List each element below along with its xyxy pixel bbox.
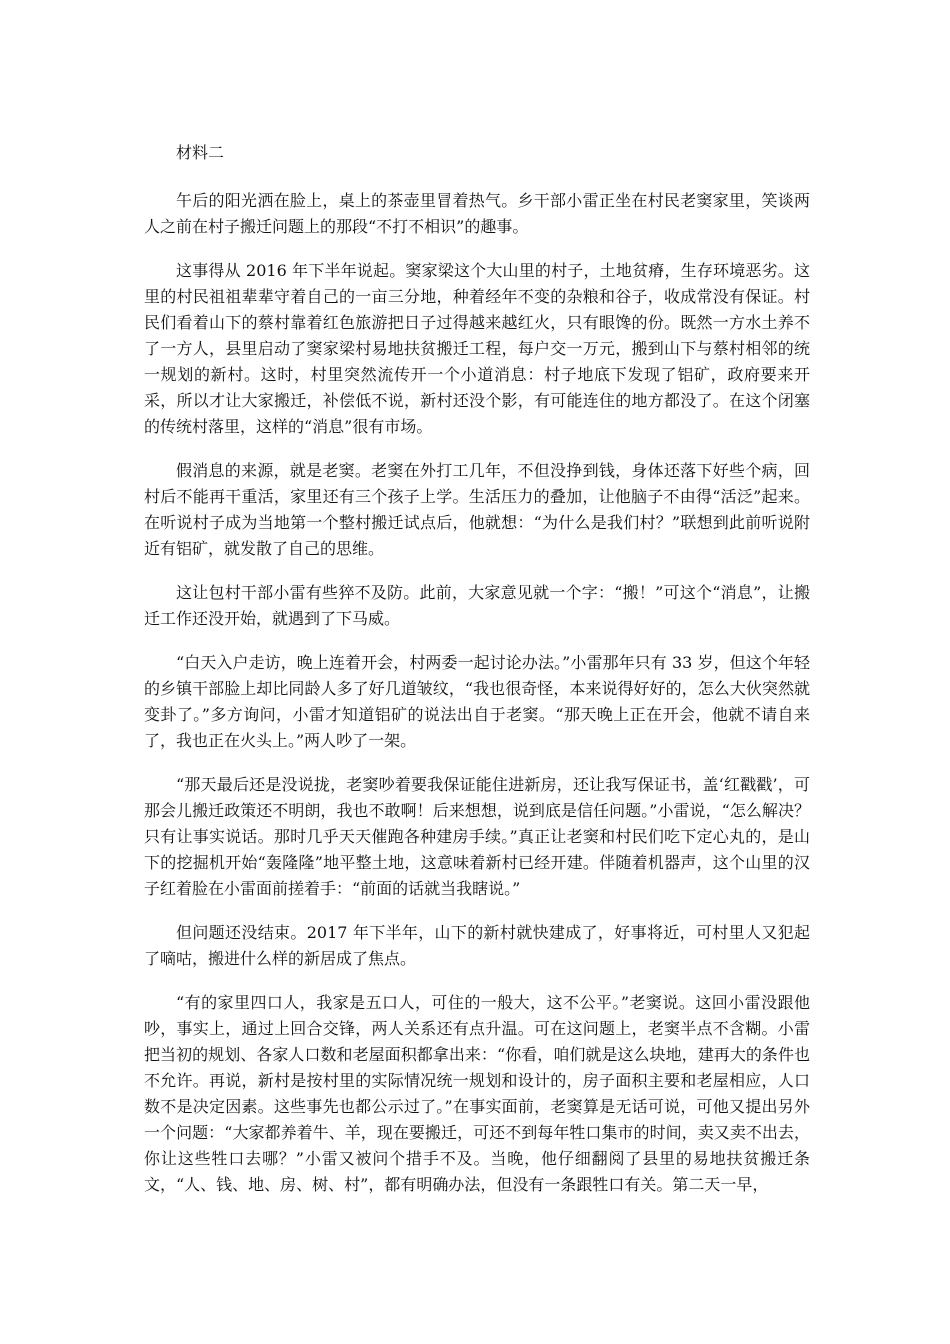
paragraph-7: 但问题还没结束。2017 年下半年，山下的新村就快建成了，好事将近，可村里人又犯起了嘀咕，搬进什么样的新居成了焦点。 [144,923,810,968]
paragraph-4: 这让包村干部小雷有些猝不及防。此前，大家意见就一个字：“搬！”可这个“消息”，让搬迁工作还没开始，就遇到了下马威。 [144,583,810,628]
section-heading: 材料二 [176,143,225,162]
document-page [144,140,810,1216]
paragraph-6: “那天最后还是没说拢，老窦吵着要我保证能住进新房，还让我写保证书，盖‘红戳戳’，可那会儿搬迁政策还不明朗，我也不敢啊！后来想想，说到底是信任问题。”小雷说，“怎么解决？只有让事实说话。那时几乎天天催跑各种建房手续。”真正让老窦和村民们吃下定心丸的，是山下的挖掘机开始“轰隆隆”地平整土地，这意味着新村已经开建。伴随着机器声，这个山里的汉子红着脸在小雷面前搓着手：“前面的话就当我瞎说。” [144,775,810,898]
paragraph-8: “有的家里四口人，我家是五口人，可住的一般大，这不公平。”老窦说。这回小雷没跟他吵，事实上，通过上回合交锋，两人关系还有点升温。可在这问题上，老窦半点不含糊。小雷把当初的规划、各家人口数和老屋面积都拿出来：“你看，咱们就是这么块地，建再大的条件也不允许。再说，新村是按村里的实际情况统一规划和设计的，房子面积主要和老屋相应，人口数不是决定因素。这些事先也都公示过了。”在事实面前，老窦算是无话可说，可他又提出另外一个问题：“大家都养着牛、羊，现在要搬迁，可还不到每年牲口集市的时间，卖又卖不出去，你让这些牲口去哪？”小雷又被问个措手不及。当晚，他仔细翻阅了县里的易地扶贫搬迁条文，“人、钱、地、房、树、村”，都有明确办法，但没有一条跟牲口有关。第二天一早， [144,993,810,1194]
paragraph-3: 假消息的来源，就是老窦。老窦在外打工几年，不但没挣到钱，身体还落下好些个病，回村后不能再干重活，家里还有三个孩子上学。生活压力的叠加，让他脑子不由得“活泛”起来。在听说村子成为当地第一个整村搬迁试点后，他就想：“为什么是我们村？”联想到此前听说附近有铝矿，就发散了自己的思维。 [144,461,810,558]
paragraph-1: 午后的阳光洒在脸上，桌上的茶壶里冒着热气。乡干部小雷正坐在村民老窦家里，笑谈两人之前在村子搬迁问题上的那段“不打不相识”的趣事。 [144,191,810,236]
paragraph-5: “白天入户走访，晚上连着开会，村两委一起讨论办法。”小雷那年只有 33 岁，但这个年轻的乡镇干部脸上却比同龄人多了好几道皱纹，“我也很奇怪，本来说得好好的，怎么大伙突然就变卦了。”多方询问，小雷才知道铝矿的说法出自于老窦。“那天晚上正在开会，他就不请自来了，我也正在火头上。”两人吵了一架。 [144,653,810,750]
paragraph-2: 这事得从 2016 年下半年说起。窦家梁这个大山里的村子，土地贫瘠，生存环境恶劣。这里的村民祖祖辈辈守着自己的一亩三分地，种着经年不变的杂粮和谷子，收成常没有保证。村民们看着山下的蔡村靠着红色旅游把日子过得越来越红火，只有眼馋的份。既然一方水土养不了一方人，县里启动了窦家梁村易地扶贫搬迁工程，每户交一万元，搬到山下与蔡村相邻的统一规划的新村。这时，村里突然流传开一个小道消息：村子地底下发现了铝矿，政府要来开采，所以才让大家搬迁，补偿低不说，新村还没个影，有可能连住的地方都没了。在这个闭塞的传统村落里，这样的“消息”很有市场。 [144,261,810,436]
